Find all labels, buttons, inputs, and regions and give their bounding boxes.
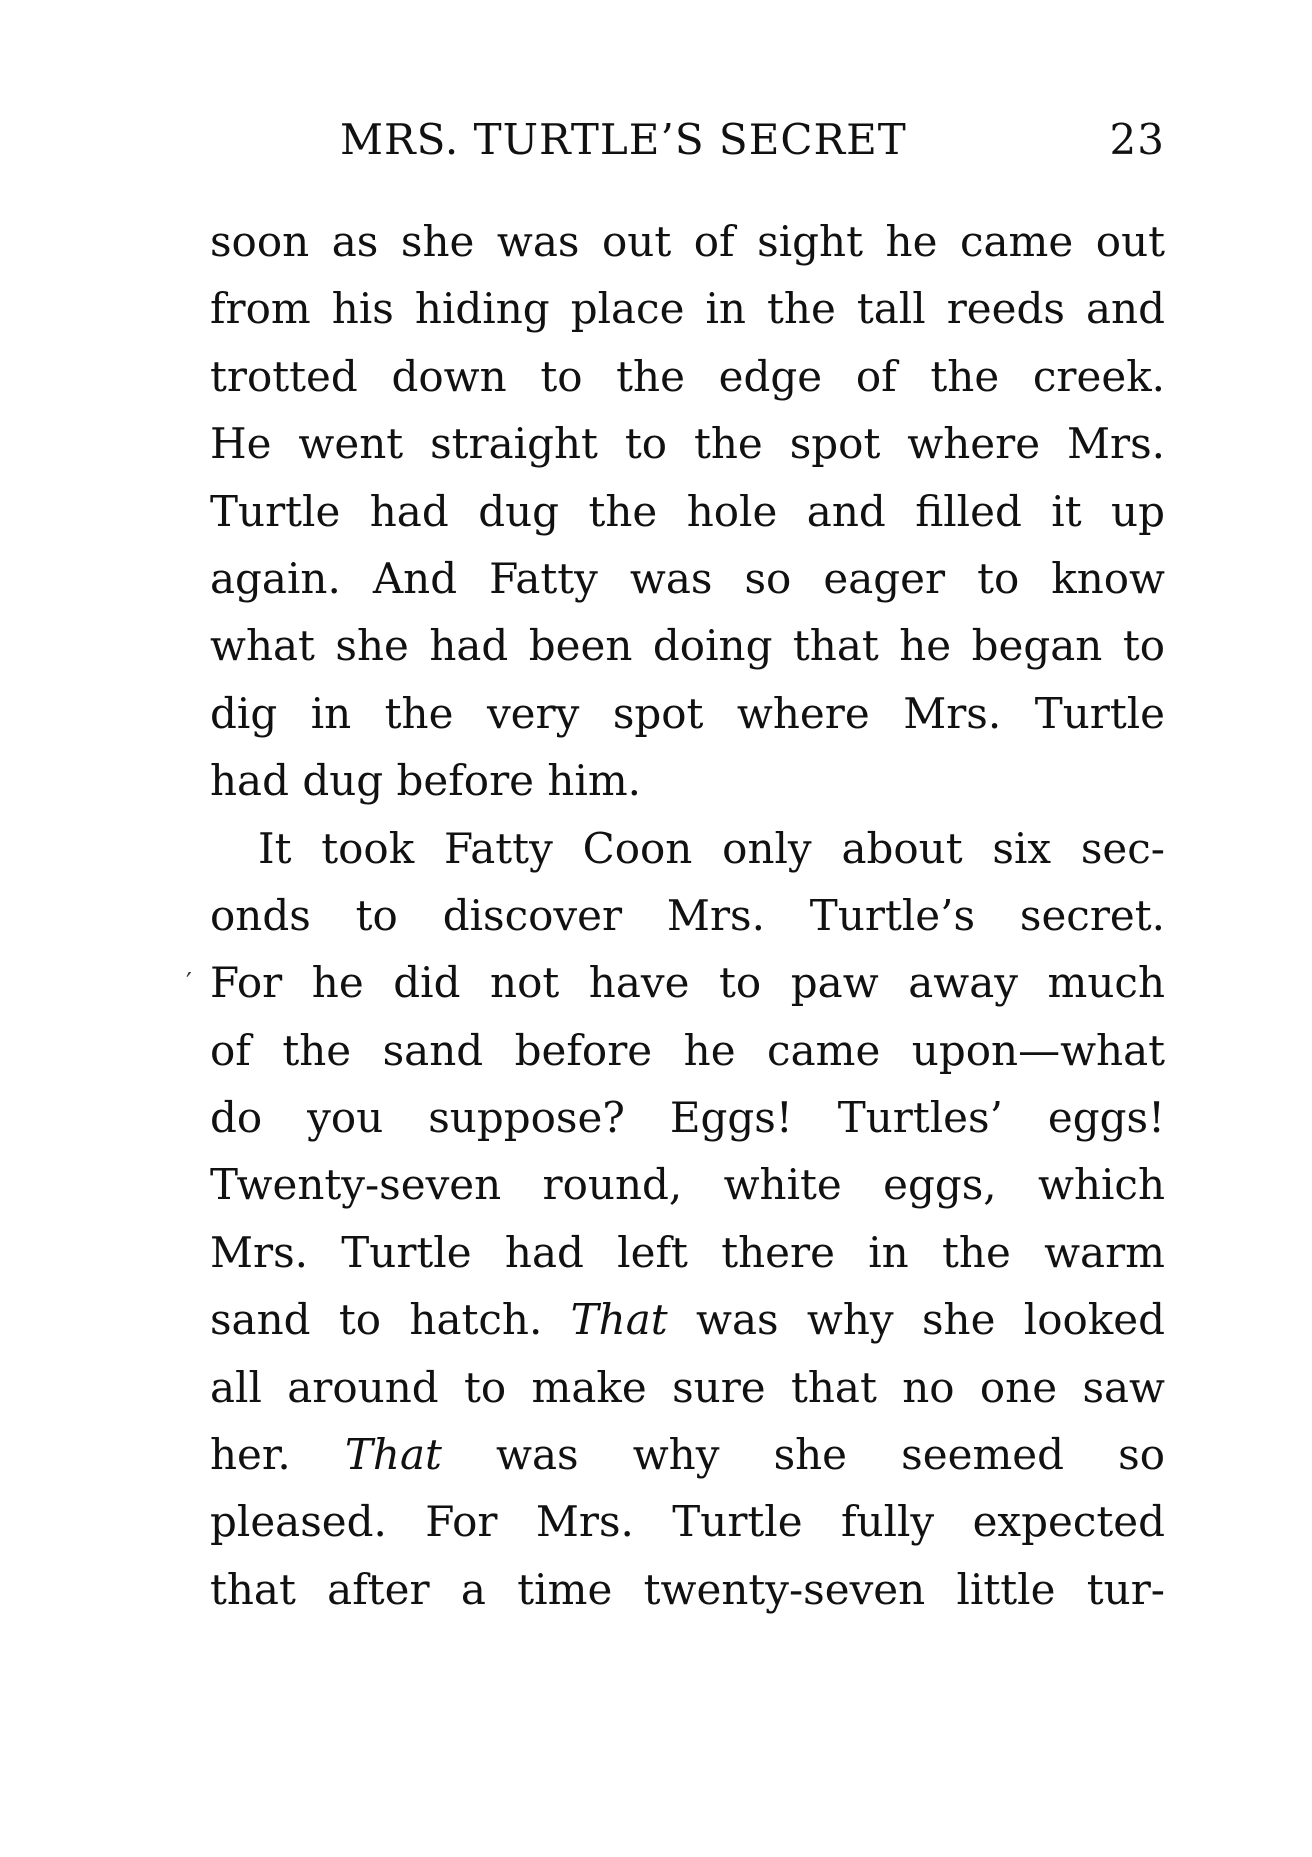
text-line: Mrs. Turtle had left there in the warm: [210, 1227, 1165, 1277]
text-line: all around to make sure that no one saw: [210, 1362, 1165, 1412]
text-line: He went straight to the spot where Mrs.: [210, 419, 1165, 469]
text-line: dig in the very spot where Mrs. Turtle: [210, 688, 1165, 738]
text-line: of the sand before he came upon—what: [210, 1025, 1165, 1075]
page-number: 23: [1109, 115, 1165, 164]
text-line: onds to discover Mrs. Turtle’s secret.: [210, 890, 1165, 940]
text-line: again. And Fatty was so eager to know: [210, 553, 1165, 603]
text-line: do you suppose? Eggs! Turtles’ eggs!: [210, 1093, 1165, 1143]
text-line: her. That was why she seemed so: [210, 1430, 1165, 1480]
text-line: Turtle had dug the hole and filled it up: [210, 486, 1165, 536]
text-line: pleased. For Mrs. Turtle fully expected: [210, 1497, 1165, 1547]
text-line: For he did not have to paw away much: [210, 958, 1165, 1008]
paragraph-start-line: It took Fatty Coon only about six sec-: [258, 823, 1165, 873]
text-line: Twenty-seven round, white eggs, which: [210, 1160, 1165, 1210]
italic-emphasis: That: [570, 1295, 668, 1345]
text-line: soon as she was out of sight he came out: [210, 217, 1165, 266]
body-text: [210, 208, 1165, 1623]
text-line: from his hiding place in the tall reeds and: [210, 284, 1165, 334]
running-title: MRS. TURTLE’S SECRET: [340, 115, 907, 164]
text-line: sand to hatch. That was why she looked: [210, 1295, 1165, 1345]
text-line: trotted down to the edge of the creek.: [210, 351, 1165, 401]
paragraph-end-line: had dug before him.: [210, 756, 642, 806]
text-line: that after a time twenty-seven little tur-: [210, 1564, 1165, 1614]
running-head: [210, 110, 1165, 170]
margin-mark: ′: [186, 968, 192, 998]
text-line: what she had been doing that he began to: [210, 621, 1165, 671]
italic-emphasis: That: [344, 1430, 442, 1480]
